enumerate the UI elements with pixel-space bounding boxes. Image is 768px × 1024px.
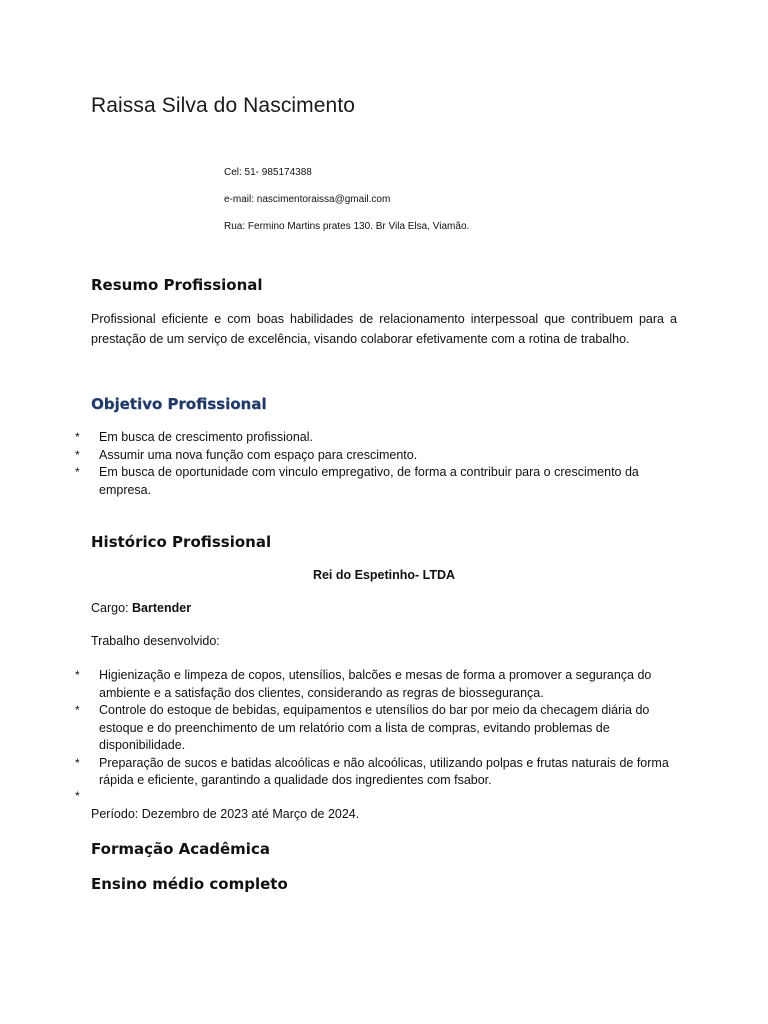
cargo-line [91,601,191,615]
periodo-text: Período: Dezembro de 2023 até Março de 2024. [91,807,360,821]
bullet-star-icon: * [75,447,80,462]
list-item: * Assumir uma nova função com espaço para crescimento. [75,447,675,465]
resumo-text: Profissional eficiente e com boas habilidades de relacionamento interpessoal que contribuem para a prestação de um serviço de excelência, visando colaborar efetivamente com a rotina de trabalho. [91,312,677,346]
section-title-formacao: Formação Acadêmica [91,840,270,858]
cargo-value: Bartender [132,601,192,615]
candidate-name: Raissa Silva do Nascimento [91,94,356,117]
trabalho-label: Trabalho desenvolvido: [91,634,220,648]
objetivo-list [75,429,675,499]
contact-address: Rua: Fermino Martins prates 130. Br Vila Elsa, Viamão. [224,221,470,232]
bullet-star-icon: * [75,789,80,803]
bullet-star-icon: * [75,755,80,770]
list-item: * Preparação de sucos e batidas alcoólicas e não alcoólicas, utilizando polpas e frutas naturais de forma rápida e eficiente, garantindo a qualidade dos ingredientes com fsabor. [75,755,669,787]
bullet-star-icon: * [75,668,80,682]
bullet-star-icon: * [75,703,80,717]
bullet-star-icon: * [75,430,80,444]
section-title-historico: Histórico Profissional [91,533,272,551]
list-item: * Controle do estoque de bebidas, equipamentos e utensílios do bar por meio da checagem diária do estoque e do preenchimento de um relatório com a lista de compras, evitando problemas de disponibilidade. [75,703,650,752]
bullet-star-icon: * [75,465,80,479]
cargo-label: Cargo: [91,601,129,615]
contact-email: e-mail: nascimentoraissa@gmail.com [224,194,391,205]
formacao-item: Ensino médio completo [91,875,288,893]
section-title-resumo: Resumo Profissional [91,276,263,294]
list-item: * Em busca de oportunidade com vinculo empregativo, de forma a contribuir para o crescimento da empresa. [75,465,639,497]
list-item: * Em busca de crescimento profissional. [75,429,675,447]
historico-list [75,667,675,790]
company-name: Rei do Espetinho- LTDA [312,568,456,582]
section-title-objetivo: Objetivo Profissional [91,395,267,413]
list-item: * Higienização e limpeza de copos, utensílios, balcões e mesas de forma a promover a segurança do ambiente e a satisfação dos clientes, considerando as regras de biossegurança. [75,668,652,700]
contact-phone: Cel: 51- 985174388 [224,167,312,178]
